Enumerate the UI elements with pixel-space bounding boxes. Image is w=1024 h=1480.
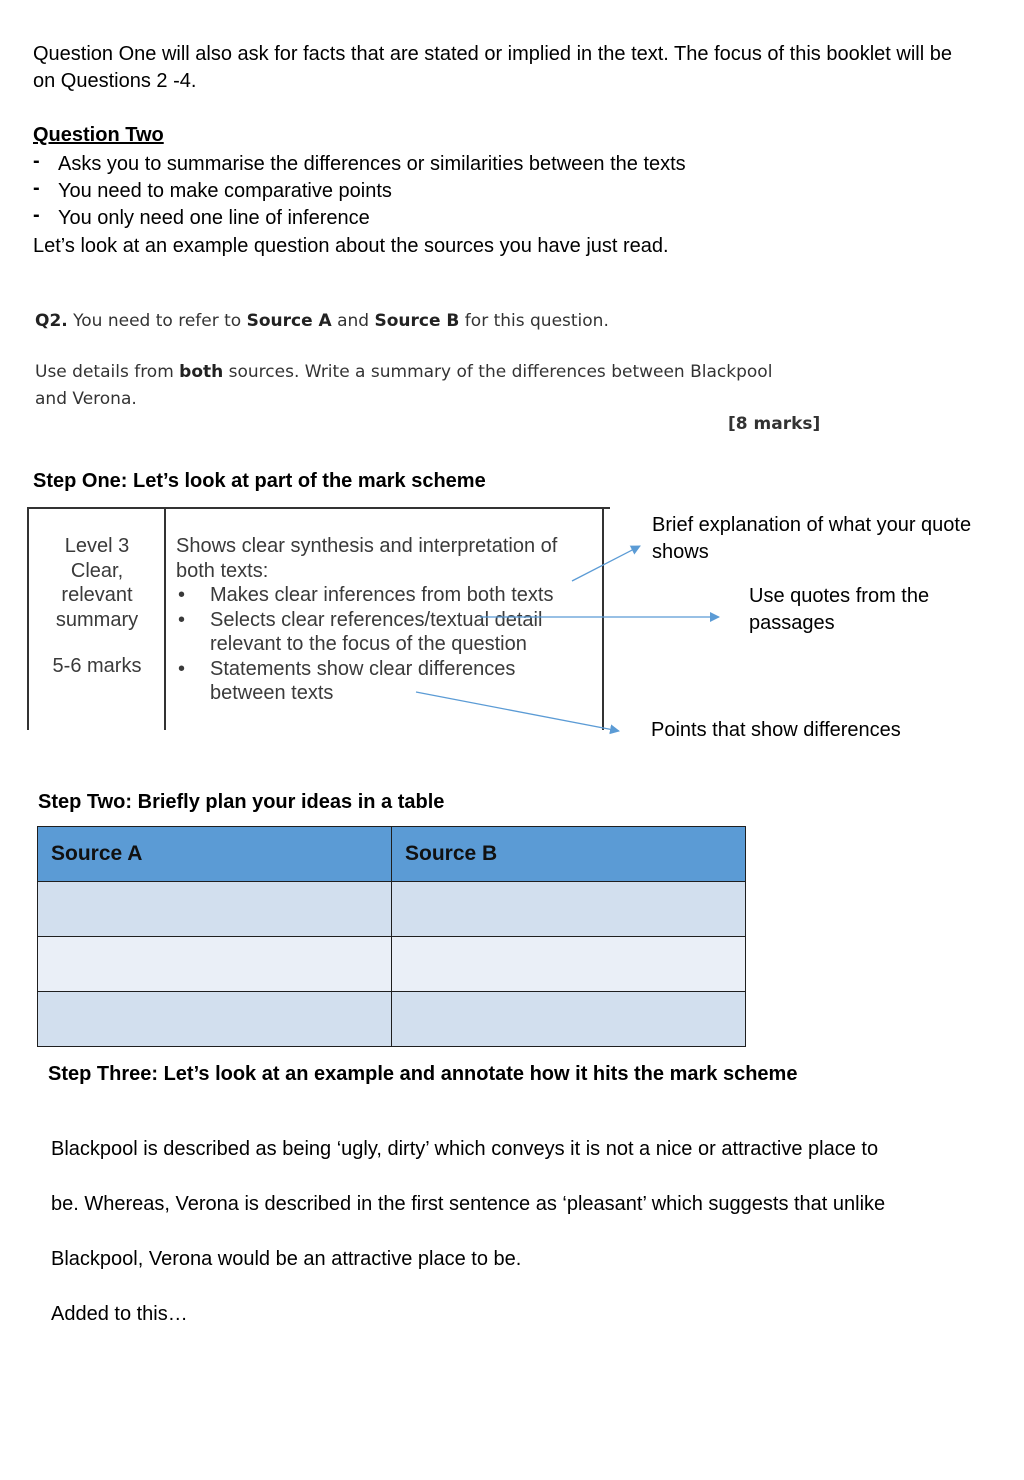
bullet-item: - Asks you to summarise the differences or similarities between the texts — [33, 150, 686, 175]
plan-cell[interactable] — [38, 882, 392, 937]
step-one-heading: Step One: Let’s look at part of the mark scheme — [33, 470, 486, 492]
plan-table-header — [38, 827, 746, 882]
mark-scheme-criterion: • Selects clear references/textual detail relevant to the focus of the question — [178, 608, 543, 655]
plan-cell[interactable] — [392, 882, 746, 937]
bullet-item: - You need to make comparative points — [33, 177, 392, 202]
mark-scheme-criterion: • Makes clear inferences from both texts — [178, 584, 554, 606]
example-line: be. Whereas, Verona is described in the first sentence as ‘pleasant’ which suggests that unlike — [51, 1193, 886, 1215]
plan-table — [37, 826, 746, 1047]
table-row — [38, 937, 746, 992]
mark-scheme-level: Level 3 Clear, relevant summary 5-6 marks — [52, 535, 142, 677]
example-intro-line: Let’s look at an example question about the sources you have just read. — [33, 235, 669, 257]
mark-scheme-descriptor: Shows clear synthesis and interpretation of both texts: • Makes clear inferences from both texts • Selects clear references/textual detail relevant to the focus of the question • Statements show clear differences between texts — [176, 534, 596, 706]
exam-question-line-2: Use details from both sources. Write a summary of the differences between Blackpool — [35, 362, 773, 382]
step-three-heading: Step Three: Let’s look at an example and annotate how it hits the mark scheme — [48, 1063, 798, 1085]
exam-question-line-3: and Verona. — [35, 389, 137, 409]
plan-cell[interactable] — [38, 992, 392, 1047]
plan-cell[interactable] — [392, 937, 746, 992]
intro-text: Question One will also ask for facts that are stated or implied in the text. The focus of this booklet will be on Questions 2 -4. — [33, 43, 952, 92]
table-row — [38, 992, 746, 1047]
plan-cell[interactable] — [38, 937, 392, 992]
plan-cell[interactable] — [392, 992, 746, 1047]
table-row — [38, 882, 746, 937]
question-two-heading: Question Two — [33, 124, 164, 146]
example-line: Blackpool, Verona would be an attractive place to be. — [51, 1248, 522, 1270]
step-two-heading: Step Two: Briefly plan your ideas in a table — [38, 791, 445, 813]
header-source-b: Source B — [392, 827, 746, 882]
bullet-item: - You only need one line of inference — [33, 204, 370, 229]
example-line: Blackpool is described as being ‘ugly, dirty’ which conveys it is not a nice or attractive place to — [51, 1138, 879, 1160]
arrow-differences — [416, 692, 619, 731]
annotation-differences: Points that show differences — [651, 719, 901, 741]
annotation-explanation: Brief explanation of what your quote shows — [652, 514, 972, 563]
mark-scheme-criterion: • Statements show clear differences between texts — [178, 657, 516, 704]
example-line: Added to this… — [51, 1303, 188, 1325]
marks-label: [8 marks] — [728, 414, 821, 434]
arrow-explanation — [572, 546, 640, 581]
exam-question-line-1: Q2. You need to refer to Source A and Source B for this question. — [35, 311, 609, 331]
annotation-quotes: Use quotes from the passages — [749, 585, 930, 634]
example-paragraph — [51, 1136, 951, 1356]
header-source-a: Source A — [38, 827, 392, 882]
